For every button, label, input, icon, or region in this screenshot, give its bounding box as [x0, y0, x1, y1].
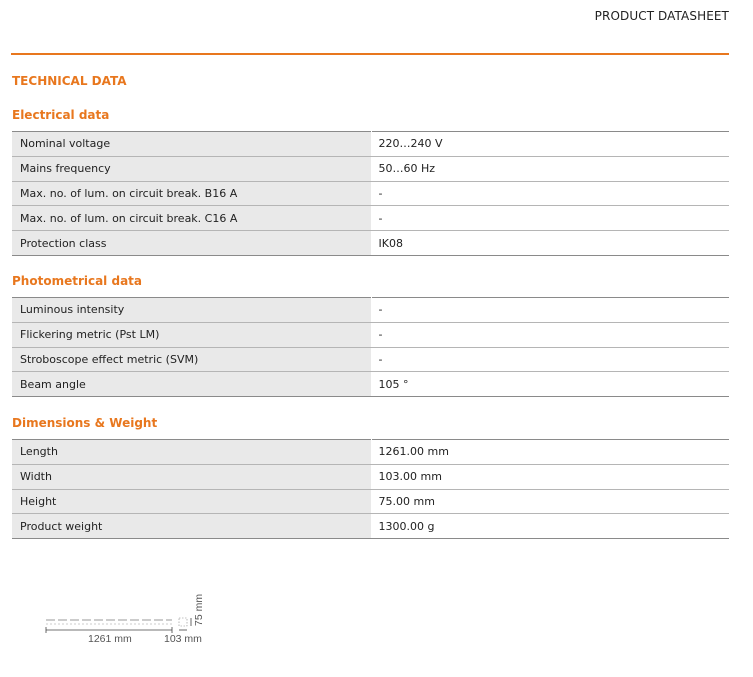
table-row [12, 206, 729, 231]
spec-value: 50…60 Hz [371, 156, 729, 181]
table-row [12, 322, 729, 347]
spec-label: Product weight [12, 514, 371, 539]
spec-label: Max. no. of lum. on circuit break. C16 A [12, 206, 371, 231]
dimensions-data-table [12, 439, 729, 539]
section-title-photometrical: Photometrical data [12, 274, 142, 288]
length-dimension-label: 1261 mm [88, 633, 132, 645]
spec-value: 103.00 mm [371, 464, 729, 489]
section-title-dimensions: Dimensions & Weight [12, 416, 158, 430]
spec-value: - [371, 322, 729, 347]
spec-value: - [371, 298, 729, 323]
spec-value: 75.00 mm [371, 489, 729, 514]
spec-label: Stroboscope effect metric (SVM) [12, 347, 371, 372]
spec-label: Beam angle [12, 372, 371, 397]
document-type-label: PRODUCT DATASHEET [594, 9, 729, 23]
spec-label: Nominal voltage [12, 132, 371, 157]
table-row [12, 181, 729, 206]
width-dimension-label: 103 mm [164, 633, 202, 645]
spec-label: Mains frequency [12, 156, 371, 181]
spec-label: Flickering metric (Pst LM) [12, 322, 371, 347]
section-title-electrical: Electrical data [12, 108, 110, 122]
spec-value: - [371, 181, 729, 206]
spec-label: Length [12, 440, 371, 465]
dimension-drawing [40, 590, 220, 650]
table-row [12, 156, 729, 181]
table-row [12, 440, 729, 465]
electrical-data-table [12, 131, 729, 256]
spec-label: Protection class [12, 231, 371, 256]
photometrical-data-table [12, 297, 729, 397]
spec-value: 220…240 V [371, 132, 729, 157]
table-row [12, 489, 729, 514]
table-row [12, 298, 729, 323]
table-row [12, 132, 729, 157]
spec-value: 1261.00 mm [371, 440, 729, 465]
spec-value: - [371, 347, 729, 372]
header-divider [11, 53, 729, 55]
table-row [12, 464, 729, 489]
table-row [12, 347, 729, 372]
height-dimension-label: 75 mm [193, 593, 205, 626]
luminaire-end-profile [179, 618, 187, 626]
spec-label: Height [12, 489, 371, 514]
spec-label: Width [12, 464, 371, 489]
table-row [12, 372, 729, 397]
spec-label: Luminous intensity [12, 298, 371, 323]
table-row [12, 514, 729, 539]
spec-label: Max. no. of lum. on circuit break. B16 A [12, 181, 371, 206]
spec-value: 105 ° [371, 372, 729, 397]
spec-value: - [371, 206, 729, 231]
technical-data-heading: TECHNICAL DATA [12, 74, 127, 88]
table-row [12, 231, 729, 256]
spec-value: IK08 [371, 231, 729, 256]
spec-value: 1300.00 g [371, 514, 729, 539]
